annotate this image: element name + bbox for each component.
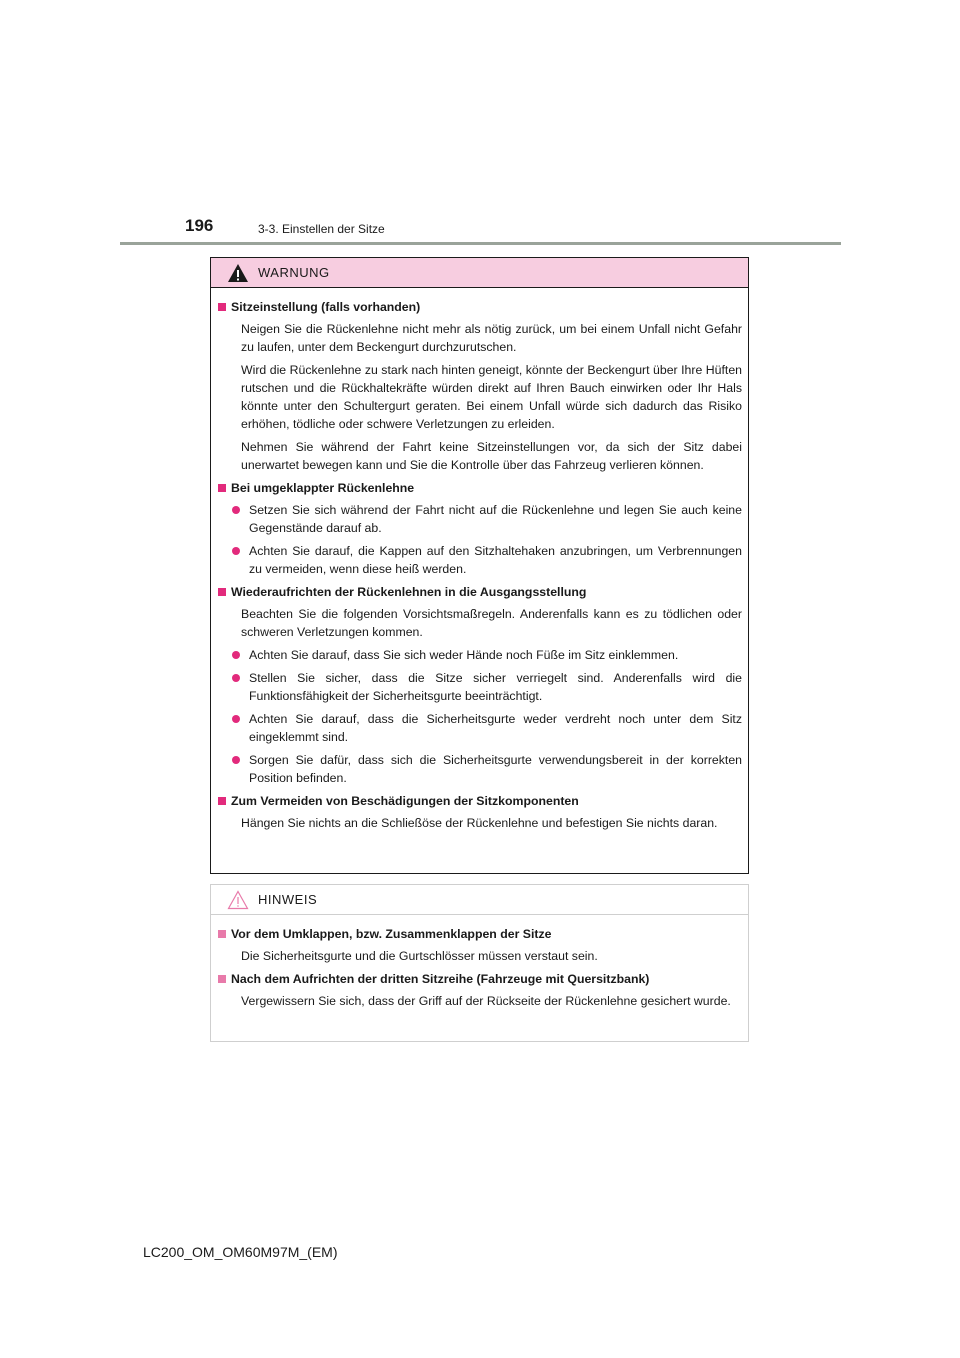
warning-section-title: Wiederaufrichten der Rückenlehnen in die Ausgangsstellung — [217, 583, 742, 601]
circle-bullet-icon — [232, 506, 240, 514]
notice-header — [211, 885, 748, 915]
header-rule — [120, 242, 841, 245]
warning-paragraph: Wird die Rückenlehne zu stark nach hinten geneigt, könnte der Beckengurt über Ihre Hüften rutschen und die Rückhaltekräfte würden direkt auf Ihren Bauch einwirken oder Ihr Hals könnte unter den Schultergurt geraten. Bei einem Unfall würde sich dadurch das Risiko erhöhen, tödliche oder schwere Verletzungen zu erleiden. — [241, 363, 742, 431]
circle-bullet-icon — [232, 674, 240, 682]
warning-triangle-icon — [227, 263, 249, 283]
warning-bullet: Sorgen Sie dafür, dass sich die Sicherheitsgurte verwendungsbereit in der korrekten Position befinden. — [217, 751, 742, 787]
warning-paragraph: Nehmen Sie während der Fahrt keine Sitzeinstellungen vor, da sich der Sitz dabei unerwartet bewegen kann und Sie die Kontrolle über das Fahrzeug verlieren können. — [241, 440, 742, 472]
square-bullet-icon — [218, 484, 226, 492]
square-bullet-icon — [218, 303, 226, 311]
notice-paragraph: Die Sicherheitsgurte und die Gurtschlösser müssen verstaut sein. — [241, 949, 598, 963]
notice-paragraph: Vergewissern Sie sich, dass der Griff auf der Rückseite der Rückenlehne gesichert wurde. — [241, 994, 731, 1008]
circle-bullet-icon — [232, 756, 240, 764]
notice-label: HINWEIS — [258, 892, 318, 907]
circle-bullet-icon — [232, 715, 240, 723]
warning-box — [210, 257, 749, 874]
notice-box — [210, 884, 749, 1042]
warning-paragraph: Hängen Sie nichts an die Schließöse der Rückenlehne und befestigen Sie nichts daran. — [241, 816, 718, 830]
warning-paragraph: Beachten Sie die folgenden Vorsichtsmaßregeln. Anderenfalls kann es zu tödlichen oder schweren Verletzungen kommen. — [241, 607, 742, 639]
square-bullet-icon — [218, 975, 226, 983]
square-bullet-icon — [218, 930, 226, 938]
warning-section-title: Sitzeinstellung (falls vorhanden) — [217, 298, 742, 316]
warning-bullet: Stellen Sie sicher, dass die Sitze sicher verriegelt sind. Anderenfalls wird die Funktionsfähigkeit der Sicherheitsgurte beeinträchtigt. — [217, 669, 742, 705]
warning-body — [211, 288, 748, 832]
caution-triangle-outline-icon — [227, 890, 249, 910]
page-number: 196 — [185, 216, 214, 235]
warning-paragraph: Neigen Sie die Rückenlehne nicht mehr als nötig zurück, um bei einem Unfall nicht Gefahr zu laufen, unter dem Beckengurt durchzurutschen. — [241, 322, 742, 354]
warning-bullet: Achten Sie darauf, dass Sie sich weder Hände noch Füße im Sitz einklemmen. — [217, 646, 742, 664]
circle-bullet-icon — [232, 651, 240, 659]
section-title: 3-3. Einstellen der Sitze — [258, 222, 385, 236]
document-code: LC200_OM_OM60M97M_(EM) — [143, 1244, 338, 1260]
square-bullet-icon — [218, 797, 226, 805]
warning-bullet: Setzen Sie sich während der Fahrt nicht auf die Rückenlehne und legen Sie auch keine Gegenstände darauf ab. — [217, 501, 742, 537]
warning-label: WARNUNG — [258, 265, 330, 280]
warning-bullet: Achten Sie darauf, die Kappen auf den Sitzhaltehaken anzubringen, um Verbrennungen zu vermeiden, wenn diese heiß werden. — [217, 542, 742, 578]
warning-header — [211, 258, 748, 288]
notice-section-title: Nach dem Aufrichten der dritten Sitzreihe (Fahrzeuge mit Quersitzbank) — [217, 970, 742, 988]
notice-body — [211, 915, 748, 1010]
warning-section-title: Zum Vermeiden von Beschädigungen der Sitzkomponenten — [217, 792, 742, 810]
circle-bullet-icon — [232, 547, 240, 555]
notice-section-title: Vor dem Umklappen, bzw. Zusammenklappen der Sitze — [217, 925, 742, 943]
warning-section-title: Bei umgeklappter Rückenlehne — [217, 479, 742, 497]
square-bullet-icon — [218, 588, 226, 596]
warning-bullet: Achten Sie darauf, dass die Sicherheitsgurte weder verdreht noch unter dem Sitz eingeklemmt sind. — [217, 710, 742, 746]
